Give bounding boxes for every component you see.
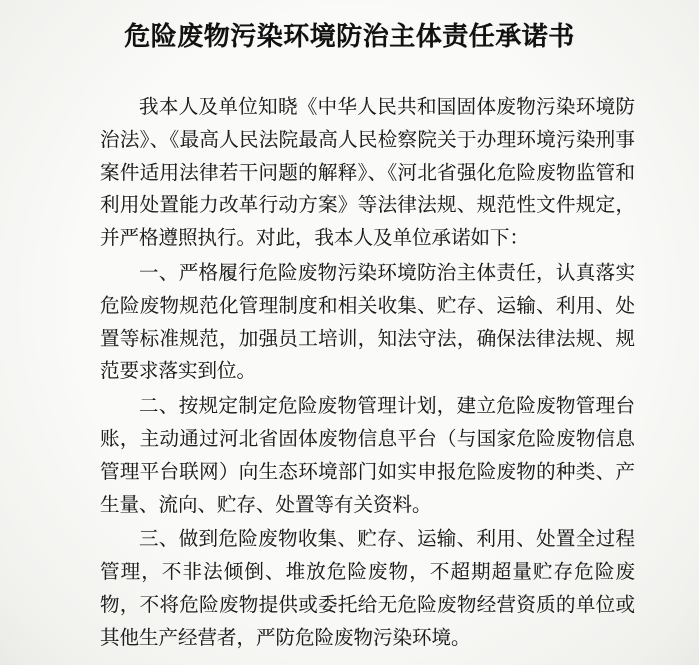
document-title: 危险废物污染环境防治主体责任承诺书 [124,22,575,51]
paragraph-item-2: 二、按规定制定危险废物管理计划，建立危险废物管理台账，主动通过河北省固体废物信息平台（与国家危险废物信息管理平台联网）向生态环境部门如实申报危险废物的种类、产生量、流向、贮存、处置等有关资料。 [100,396,635,516]
document-body [100,92,635,656]
paragraph-intro: 我本人及单位知晓《中华人民共和国固体废物污染环境防治法》、《最高人民法院最高人民检察院关于办理环境污染刑事案件适用法律若干问题的解释》、《河北省强化危险废物监管和利用处置能力改革行动方案》等法律法规、规范性文件规定，并严格遵照执行。对此，我本人及单位承诺如下： [100,97,635,250]
paragraph-item-3: 三、做到危险废物收集、贮存、运输、利用、处置全过程管理，不非法倾倒、堆放危险废物，不超期超量贮存危险废物，不将危险废物提供或委托给无危险废物经营资质的单位或其他生产经营者，严防危险废物污染环境。 [100,529,635,649]
paragraph-item-1: 一、严格履行危险废物污染环境防治主体责任，认真落实危险废物规范化管理制度和相关收集、贮存、运输、利用、处置等标准规范，加强员工培训，知法守法，确保法律法规、规范要求落实到位。 [100,262,635,383]
